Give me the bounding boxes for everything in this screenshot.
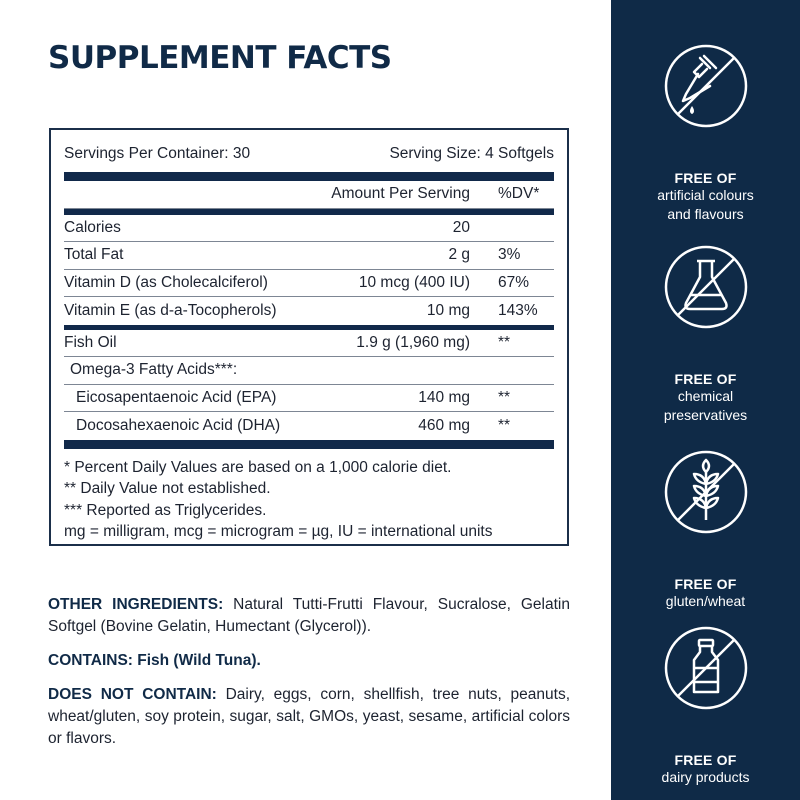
badge-dairy-products: FREE OF dairy products <box>611 624 800 787</box>
divider-thick <box>64 172 554 181</box>
ingredients-section <box>48 594 570 762</box>
footnote: mg = milligram, mcg = microgram = µg, IU = international units <box>64 523 493 540</box>
footnotes <box>64 449 554 543</box>
other-ingredients: OTHER INGREDIENTS: Natural Tutti-Frutti Flavour, Sucralose, Gelatin Softgel (Bovine Gelatin, Humectant (Glycerol)). <box>48 596 570 635</box>
header-dv: %DV* <box>498 185 540 203</box>
page-title: SUPPLEMENT FACTS <box>48 40 392 76</box>
wheat-icon <box>662 448 750 536</box>
table-header-row <box>64 181 554 209</box>
serving-size: Serving Size: 4 Softgels <box>389 145 554 162</box>
table-row: Vitamin D (as Cholecalciferol) 10 mcg (400 IU) 67% <box>64 270 554 298</box>
badge-chemical-preservatives: FREE OF chemical preservatives <box>611 243 800 425</box>
badge-caption: FREE OF <box>674 170 737 186</box>
badge-artificial-colours: FREE OF artificial colours and flavours <box>611 42 800 224</box>
table-row: Eicosapentaenoic Acid (EPA) 140 mg ** <box>64 385 554 413</box>
table-row: Vitamin E (as d-a-Tocopherols) 10 mg 143% <box>64 301 538 319</box>
does-not-contain: DOES NOT CONTAIN: Dairy, eggs, corn, shellfish, tree nuts, peanuts, wheat/gluten, soy protein, sugar, salt, GMOs, yeast, sesame, artificial colors or flavors. <box>48 686 570 747</box>
badge-caption: FREE OF <box>674 371 737 387</box>
badge-caption: FREE OF <box>674 576 737 592</box>
divider-thick <box>64 440 554 449</box>
footnote: * Percent Daily Values are based on a 1,000 calorie diet. <box>64 458 452 476</box>
table-row: Total Fat 2 g 3% <box>64 242 554 270</box>
table-row: Docosahexaenoic Acid (DHA) 460 mg ** <box>76 416 511 434</box>
footnote: ** Daily Value not established. <box>64 480 271 497</box>
table-row: Fish Oil 1.9 g (1,960 mg) ** <box>64 330 554 358</box>
contains-statement: CONTAINS: Fish (Wild Tuna). <box>48 652 261 669</box>
badge-caption: FREE OF <box>674 752 737 768</box>
dropper-icon <box>662 42 750 130</box>
badge-gluten-wheat: FREE OF gluten/wheat <box>611 448 800 611</box>
footnote: *** Reported as Triglycerides. <box>64 501 267 519</box>
servings-per-container: Servings Per Container: 30 <box>64 145 251 162</box>
serving-info-row <box>64 130 554 172</box>
table-row: Omega-3 Fatty Acids***: <box>64 357 554 385</box>
table-row: Calories 20 <box>64 215 554 243</box>
flask-icon <box>662 243 750 331</box>
header-amount: Amount Per Serving <box>331 185 470 203</box>
milk-bottle-icon <box>662 624 750 712</box>
supplement-facts-table <box>49 128 569 546</box>
free-of-sidebar <box>611 0 800 800</box>
